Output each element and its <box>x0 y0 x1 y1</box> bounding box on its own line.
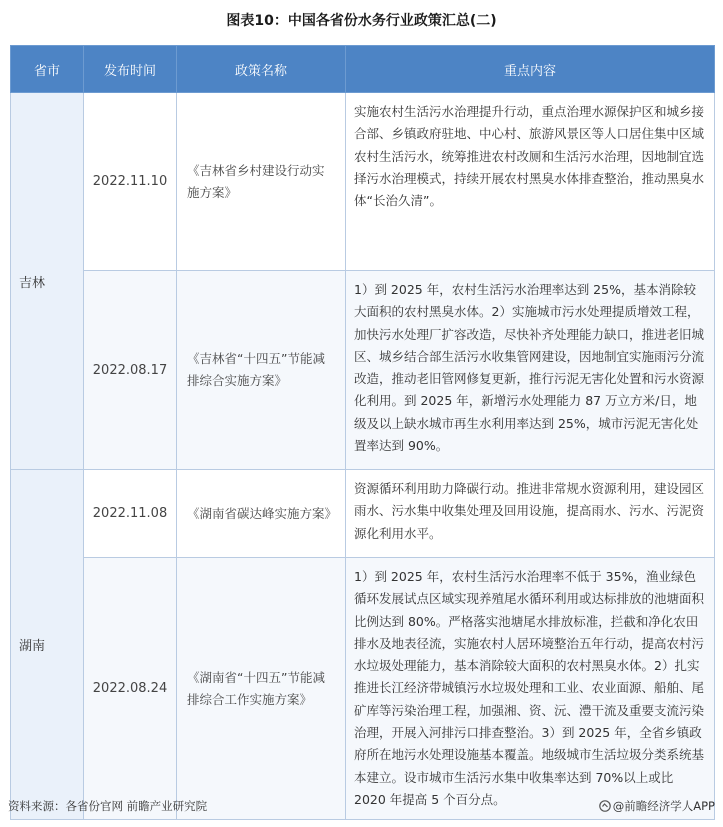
content-cell: 1）到 2025 年，农村生活污水治理率不低于 35%，渔业绿色循环发展试点区域实现养殖尾水循环利用或达标排放的池塘面积比例达到 80%。严格落实池塘尾水排放标准，拦截和净化农田排水及地表径流，实施农村人居环境整治五年行动，提高农村污水垃圾处理能力，基本消除较大面积的农村黑臭水体。2）扎实推进长江经济带城镇污水垃圾处理和工业、农业面源、船舶、尾矿库等污染治理工程，加强湘、资、沅、澧干流及重要支流污染治理，开展入河排污口排查整治。3）到 2025 年，全省乡镇政府所在地污水处理设施基本覆盖。地级城市生活垃圾分类系统基本建立。设市城市生活污水集中收集率达到 70%以上或比 2020 年提高 5 个百分点。 <box>346 558 715 820</box>
policy-table <box>10 45 715 820</box>
policy-name-cell: 《吉林省“十四五”节能减排综合实施方案》 <box>177 271 346 470</box>
date-cell: 2022.11.10 <box>84 93 177 271</box>
brand-logo-icon <box>599 800 611 812</box>
policy-name-cell: 《湖南省碳达峰实施方案》 <box>177 470 346 558</box>
table-header-row <box>11 46 715 93</box>
date-cell: 2022.08.17 <box>84 271 177 470</box>
table-row <box>11 93 715 271</box>
content-cell: 实施农村生活污水治理提升行动，重点治理水源保护区和城乡接合部、乡镇政府驻地、中心村、旅游风景区等人口居住集中区域农村生活污水，统筹推进农村改厕和生活污水治理，因地制宜选择污水治理模式，持续开展农村黑臭水体排查整治，推动黑臭水体“长治久清”。 <box>346 93 715 271</box>
policy-name-cell: 《吉林省乡村建设行动实施方案》 <box>177 93 346 271</box>
source-note: 资料来源：各省份官网 前瞻产业研究院 <box>8 799 208 813</box>
date-cell: 2022.08.24 <box>84 558 177 820</box>
content-cell: 1）到 2025 年，农村生活污水治理率达到 25%，基本消除较大面积的农村黑臭水体。2）实施城市污水处理提质增效工程，加快污水处理厂扩容改造，尽快补齐处理能力缺口，推进老旧城区、城乡结合部生活污水收集管网建设，因地制宜实施雨污分流改造，推动老旧管网修复更新，推行污泥无害化处置和污水资源化利用。到 2025 年，新增污水处理能力 87 万立方米/日，地级及以上缺水城市再生水利用率达到 25%，城市污泥无害化处置率达到 90%。 <box>346 271 715 470</box>
table-row <box>11 470 715 558</box>
figure-title: 图表10：中国各省份水务行业政策汇总(二) <box>226 13 497 29</box>
content-cell: 资源循环利用助力降碳行动。推进非常规水资源利用，建设园区雨水、污水集中收集处理及回用设施，提高雨水、污水、污泥资源化利用水平。 <box>346 470 715 558</box>
table-row <box>11 558 715 820</box>
table-row <box>11 271 715 470</box>
policy-name-cell: 《湖南省“十四五”节能减排综合工作实施方案》 <box>177 558 346 820</box>
province-cell-hunan: 湖南 <box>11 470 84 820</box>
credit-label <box>599 798 715 814</box>
column-header-province: 省市 <box>11 46 84 93</box>
date-cell: 2022.11.08 <box>84 470 177 558</box>
column-header-date: 发布时间 <box>84 46 177 93</box>
column-header-key-content: 重点内容 <box>346 46 715 93</box>
column-header-policy-name: 政策名称 <box>177 46 346 93</box>
province-cell-jilin: 吉林 <box>11 93 84 470</box>
credit-text: @前瞻经济学人APP <box>612 799 715 813</box>
